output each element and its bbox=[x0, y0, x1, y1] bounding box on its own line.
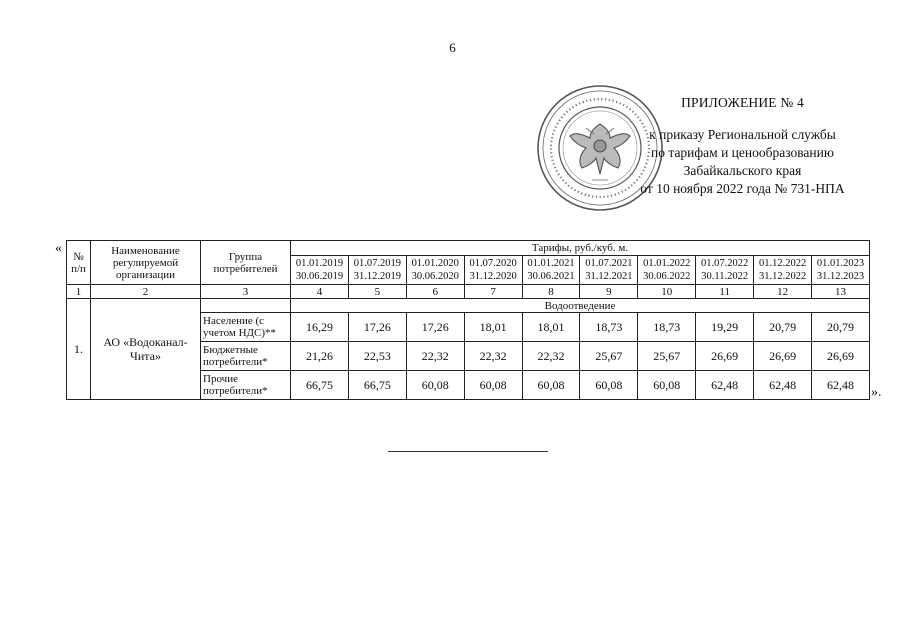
period-end: 31.12.2020 bbox=[469, 271, 517, 282]
tariff-value: 26,69 bbox=[812, 342, 870, 371]
column-number: 11 bbox=[696, 285, 754, 299]
column-number: 9 bbox=[580, 285, 638, 299]
period-header bbox=[580, 256, 638, 285]
period-end: 30.06.2021 bbox=[527, 271, 575, 282]
period-start: 01.07.2019 bbox=[353, 258, 401, 269]
tariff-value: 22,32 bbox=[522, 342, 580, 371]
period-end: 31.12.2022 bbox=[758, 271, 807, 282]
page-number: 6 bbox=[449, 40, 456, 55]
header-num: № п/п bbox=[67, 241, 91, 285]
tariff-value: 22,53 bbox=[348, 342, 406, 371]
period-end: 30.06.2019 bbox=[295, 271, 344, 282]
appendix-header bbox=[620, 94, 865, 198]
close-quote: ». bbox=[871, 385, 882, 400]
column-number: 1 bbox=[67, 285, 91, 299]
period-end: 31.12.2019 bbox=[353, 271, 401, 282]
column-number: 7 bbox=[464, 285, 522, 299]
tariff-value: 62,48 bbox=[812, 371, 870, 400]
tariff-value: 17,26 bbox=[406, 313, 464, 342]
tariff-value: 20,79 bbox=[754, 313, 812, 342]
period-header bbox=[638, 256, 696, 285]
tariff-value: 18,73 bbox=[638, 313, 696, 342]
column-number: 3 bbox=[201, 285, 291, 299]
tariff-value: 60,08 bbox=[580, 371, 638, 400]
period-end: 31.12.2021 bbox=[585, 271, 633, 282]
tariff-value: 18,01 bbox=[522, 313, 580, 342]
period-start: 01.01.2019 bbox=[295, 258, 344, 269]
appendix-line: от 10 ноября 2022 года № 731-НПА bbox=[640, 181, 845, 196]
period-end: 30.11.2022 bbox=[701, 271, 749, 282]
column-number: 5 bbox=[348, 285, 406, 299]
tariff-value: 19,29 bbox=[696, 313, 754, 342]
footer-separator bbox=[388, 451, 548, 452]
appendix-title: ПРИЛОЖЕНИЕ № 4 bbox=[681, 95, 804, 110]
period-end: 30.06.2020 bbox=[411, 271, 459, 282]
service-spacer bbox=[201, 299, 291, 313]
tariff-value: 62,48 bbox=[696, 371, 754, 400]
consumer-group: Прочие потребители* bbox=[201, 371, 291, 400]
period-start: 01.01.2023 bbox=[816, 258, 865, 269]
tariff-value: 16,29 bbox=[291, 313, 349, 342]
tariff-value: 25,67 bbox=[638, 342, 696, 371]
period-end: 31.12.2023 bbox=[816, 271, 865, 282]
header-org: Наименование регулируемой организации bbox=[91, 241, 201, 285]
tariff-value: 26,69 bbox=[696, 342, 754, 371]
period-header bbox=[464, 256, 522, 285]
tariff-value: 25,67 bbox=[580, 342, 638, 371]
column-number: 12 bbox=[754, 285, 812, 299]
tariff-value: 17,26 bbox=[348, 313, 406, 342]
tariff-table bbox=[66, 240, 870, 400]
tariff-value: 66,75 bbox=[291, 371, 349, 400]
column-number: 4 bbox=[291, 285, 349, 299]
period-header bbox=[522, 256, 580, 285]
period-start: 01.12.2022 bbox=[758, 258, 807, 269]
tariff-value: 21,26 bbox=[291, 342, 349, 371]
appendix-line: Забайкальского края bbox=[683, 163, 802, 178]
column-number: 2 bbox=[91, 285, 201, 299]
header-tariffs: Тарифы, руб./куб. м. bbox=[291, 241, 870, 256]
period-header bbox=[812, 256, 870, 285]
period-start: 01.07.2022 bbox=[701, 258, 749, 269]
header-group: Группа потребителей bbox=[201, 241, 291, 285]
tariff-value: 60,08 bbox=[406, 371, 464, 400]
tariff-value: 62,48 bbox=[754, 371, 812, 400]
organization-name: АО «Водоканал-Чита» bbox=[91, 299, 201, 400]
appendix-line: по тарифам и ценообразованию bbox=[651, 145, 834, 160]
period-start: 01.01.2020 bbox=[411, 258, 459, 269]
column-number: 13 bbox=[812, 285, 870, 299]
consumer-group: Бюджетные потребители* bbox=[201, 342, 291, 371]
tariff-value: 18,73 bbox=[580, 313, 638, 342]
period-header bbox=[348, 256, 406, 285]
period-header bbox=[406, 256, 464, 285]
row-number: 1. bbox=[67, 299, 91, 400]
column-number: 10 bbox=[638, 285, 696, 299]
period-start: 01.07.2021 bbox=[585, 258, 633, 269]
tariff-value: 20,79 bbox=[812, 313, 870, 342]
tariff-value: 66,75 bbox=[348, 371, 406, 400]
tariff-value: 22,32 bbox=[406, 342, 464, 371]
period-end: 30.06.2022 bbox=[643, 271, 691, 282]
appendix-line: к приказу Региональной службы bbox=[649, 127, 836, 142]
tariff-value: 26,69 bbox=[754, 342, 812, 371]
open-quote: « bbox=[55, 241, 62, 256]
period-header bbox=[696, 256, 754, 285]
tariff-value: 18,01 bbox=[464, 313, 522, 342]
service-name: Водоотведение bbox=[291, 299, 870, 313]
tariff-value: 60,08 bbox=[522, 371, 580, 400]
tariff-value: 60,08 bbox=[464, 371, 522, 400]
tariff-value: 60,08 bbox=[638, 371, 696, 400]
period-header bbox=[291, 256, 349, 285]
period-start: 01.01.2022 bbox=[643, 258, 691, 269]
tariff-value: 22,32 bbox=[464, 342, 522, 371]
period-start: 01.07.2020 bbox=[469, 258, 517, 269]
period-header bbox=[754, 256, 812, 285]
column-number: 8 bbox=[522, 285, 580, 299]
consumer-group: Население (с учетом НДС)** bbox=[201, 313, 291, 342]
period-start: 01.01.2021 bbox=[527, 258, 575, 269]
column-number: 6 bbox=[406, 285, 464, 299]
